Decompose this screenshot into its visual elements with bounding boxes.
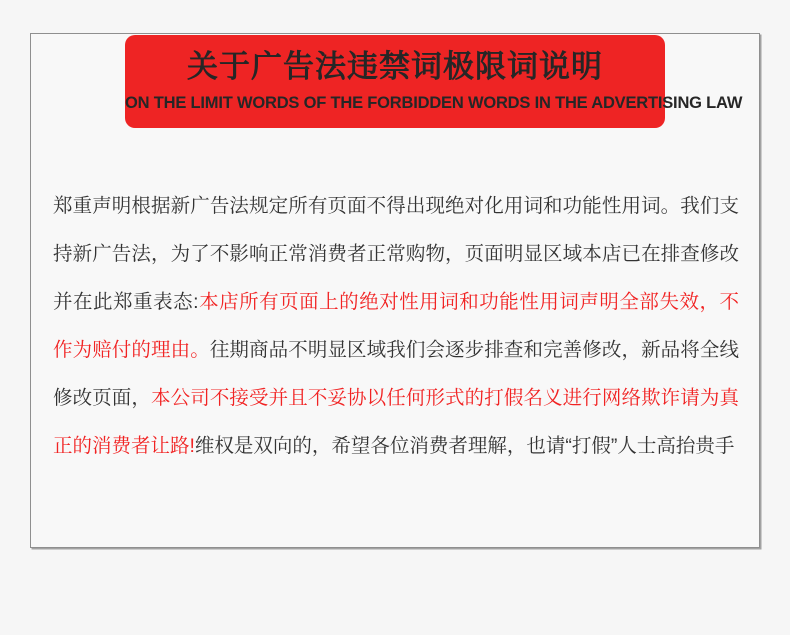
notice-segment: 往期商品不明显区域我们会逐步排查和完善修改，新品将全线修改页面，: [53, 339, 739, 409]
notice-paragraph: [53, 182, 739, 470]
title-banner: [125, 35, 743, 128]
notice-box: [30, 33, 760, 548]
notice-segment: 本店所有页面上的绝对性用词和功能性用词声明全部失效，不作为赔付的理由。: [53, 291, 739, 361]
notice-title-english: ON THE LIMIT WORDS OF THE FORBIDDEN WORDS IN THE ADVERTISING LAW: [125, 94, 743, 112]
notice-title-chinese: 关于广告法违禁词极限词说明: [187, 49, 603, 84]
notice-segment: 维权是双向的，希望各位消费者理解，也请“打假”人士高抬贵手: [194, 435, 735, 457]
notice-segment: 本公司不接受并且不妥协以任何形式的打假名义进行网络欺诈请为真正的消费者让路!: [53, 387, 739, 457]
notice-segment: 郑重声明根据新广告法规定所有页面不得出现绝对化用词和功能性用词。我们支持新广告法，为了不影响正常消费者正常购物，页面明显区域本店已在排查修改并在此郑重表态:: [53, 195, 739, 313]
